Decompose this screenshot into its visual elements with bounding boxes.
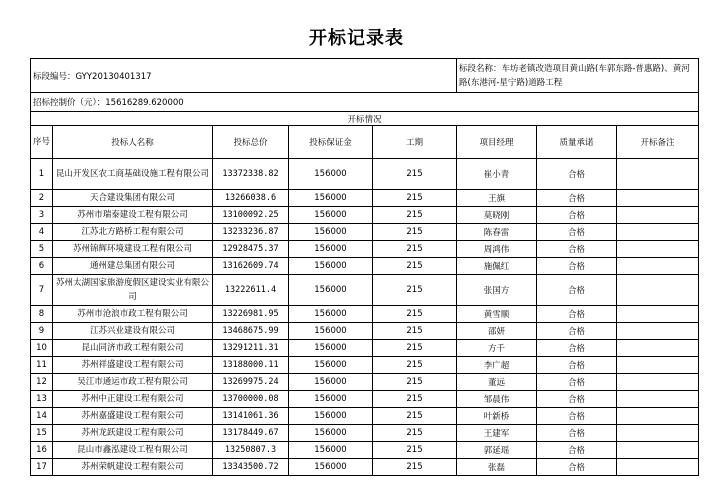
table-row: [31, 190, 699, 207]
table-row: [31, 374, 699, 391]
table-row: [31, 391, 699, 408]
cell-period: 215: [373, 258, 457, 275]
cell-quality: 合格: [537, 425, 617, 442]
bid-record-table: [30, 58, 699, 476]
cell-period: 215: [373, 275, 457, 306]
cell-deposit: 156000: [289, 425, 373, 442]
col-header-manager: 项目经理: [457, 126, 537, 159]
cell-period: 215: [373, 323, 457, 340]
cell-price: 13178449.67: [213, 425, 289, 442]
cell-quality: 合格: [537, 357, 617, 374]
cell-deposit: 156000: [289, 391, 373, 408]
cell-no: 10: [31, 340, 53, 357]
table-row: [31, 224, 699, 241]
cell-deposit: 156000: [289, 442, 373, 459]
cell-price: 13372338.82: [213, 159, 289, 190]
table-row: [31, 159, 699, 190]
cell-bidder: 苏州龙跃建设工程有限公司: [53, 425, 213, 442]
cell-bidder: 吴江市通运市政工程有限公司: [53, 374, 213, 391]
cell-bidder: 苏州嘉盛建设工程有限公司: [53, 408, 213, 425]
cell-no: 11: [31, 357, 53, 374]
col-header-bidder: 投标人名称: [53, 126, 213, 159]
cell-remark: [617, 207, 699, 224]
cell-remark: [617, 159, 699, 190]
section-name: 标段名称：车坊老镇改造项目黄山路(车郭东路-普惠路)、黄河路(东港河-星宁路)道路工程: [457, 59, 699, 93]
table-row: [31, 207, 699, 224]
cell-bidder: 天合建设集团有限公司: [53, 190, 213, 207]
col-header-deposit: 投标保证金: [289, 126, 373, 159]
cell-price: 12928475.37: [213, 241, 289, 258]
cell-quality: 合格: [537, 323, 617, 340]
cell-price: 13226981.95: [213, 306, 289, 323]
cell-period: 215: [373, 408, 457, 425]
cell-remark: [617, 224, 699, 241]
table-row: [31, 258, 699, 275]
cell-quality: 合格: [537, 159, 617, 190]
col-header-remark: 开标备注: [617, 126, 699, 159]
cell-period: 215: [373, 306, 457, 323]
cell-price: 13222611.4: [213, 275, 289, 306]
cell-bidder: 苏州祥盛建设工程有限公司: [53, 357, 213, 374]
cell-bidder: 通州建总集团有限公司: [53, 258, 213, 275]
cell-price: 13343500.72: [213, 459, 289, 476]
cell-bidder: 苏州荣帆建设工程有限公司: [53, 459, 213, 476]
cell-period: 215: [373, 224, 457, 241]
control-price: 招标控制价（元）：15616289.620000: [31, 93, 699, 112]
cell-period: 215: [373, 459, 457, 476]
cell-no: 9: [31, 323, 53, 340]
cell-manager: 崔小青: [457, 159, 537, 190]
cell-quality: 合格: [537, 408, 617, 425]
cell-remark: [617, 241, 699, 258]
cell-manager: 王建军: [457, 425, 537, 442]
opening-status-header: 开标情况: [31, 112, 699, 126]
cell-deposit: 156000: [289, 258, 373, 275]
cell-no: 15: [31, 425, 53, 442]
cell-remark: [617, 258, 699, 275]
cell-period: 215: [373, 190, 457, 207]
cell-quality: 合格: [537, 459, 617, 476]
cell-period: 215: [373, 391, 457, 408]
cell-deposit: 156000: [289, 323, 373, 340]
cell-no: 1: [31, 159, 53, 190]
cell-remark: [617, 357, 699, 374]
table-row: [31, 275, 699, 306]
cell-period: 215: [373, 340, 457, 357]
table-row: [31, 306, 699, 323]
cell-manager: 王旗: [457, 190, 537, 207]
col-header-no: 序号: [31, 126, 53, 159]
control-price-row: [31, 93, 699, 112]
cell-price: 13269975.24: [213, 374, 289, 391]
cell-bidder: 昆山开发区农工商基础设施工程有限公司: [53, 159, 213, 190]
cell-no: 3: [31, 207, 53, 224]
cell-bidder: 苏州中正建设工程有限公司: [53, 391, 213, 408]
cell-quality: 合格: [537, 391, 617, 408]
cell-no: 7: [31, 275, 53, 306]
cell-price: 13100092.25: [213, 207, 289, 224]
cell-manager: 董远: [457, 374, 537, 391]
cell-period: 215: [373, 374, 457, 391]
cell-remark: [617, 306, 699, 323]
cell-manager: 周鸿伟: [457, 241, 537, 258]
table-row: [31, 408, 699, 425]
cell-deposit: 156000: [289, 459, 373, 476]
cell-no: 14: [31, 408, 53, 425]
col-header-price: 投标总价: [213, 126, 289, 159]
cell-deposit: 156000: [289, 207, 373, 224]
column-header-row: [31, 126, 699, 159]
cell-bidder: 苏州市沧浪市政工程有限公司: [53, 306, 213, 323]
page-title: 开标记录表: [309, 28, 404, 49]
cell-quality: 合格: [537, 207, 617, 224]
cell-period: 215: [373, 207, 457, 224]
col-header-quality: 质量承诺: [537, 126, 617, 159]
cell-quality: 合格: [537, 190, 617, 207]
table-row: [31, 459, 699, 476]
cell-bidder: 苏州市瑞泰建设工程有限公司: [53, 207, 213, 224]
table-row: [31, 241, 699, 258]
cell-remark: [617, 442, 699, 459]
cell-price: 13468675.99: [213, 323, 289, 340]
cell-price: 13266038.6: [213, 190, 289, 207]
cell-manager: 张国方: [457, 275, 537, 306]
cell-manager: 方千: [457, 340, 537, 357]
section-no: 标段编号：GYY20130401317: [31, 59, 457, 93]
cell-price: 13233236.87: [213, 224, 289, 241]
cell-deposit: 156000: [289, 190, 373, 207]
table-row: [31, 323, 699, 340]
cell-deposit: 156000: [289, 159, 373, 190]
cell-manager: 郭延瑶: [457, 442, 537, 459]
cell-quality: 合格: [537, 306, 617, 323]
cell-deposit: 156000: [289, 408, 373, 425]
cell-bidder: 江苏北方路桥工程有限公司: [53, 224, 213, 241]
cell-no: 16: [31, 442, 53, 459]
cell-remark: [617, 323, 699, 340]
cell-quality: 合格: [537, 275, 617, 306]
cell-bidder: 昆山市鑫泓建设工程有限公司: [53, 442, 213, 459]
cell-manager: 李广超: [457, 357, 537, 374]
cell-remark: [617, 425, 699, 442]
cell-deposit: 156000: [289, 374, 373, 391]
cell-quality: 合格: [537, 340, 617, 357]
cell-manager: 张磊: [457, 459, 537, 476]
cell-no: 4: [31, 224, 53, 241]
cell-price: 13162609.74: [213, 258, 289, 275]
cell-no: 5: [31, 241, 53, 258]
cell-remark: [617, 374, 699, 391]
cell-quality: 合格: [537, 374, 617, 391]
cell-deposit: 156000: [289, 306, 373, 323]
cell-manager: 邵妍: [457, 323, 537, 340]
cell-deposit: 156000: [289, 357, 373, 374]
cell-price: 13188000.11: [213, 357, 289, 374]
cell-no: 2: [31, 190, 53, 207]
cell-remark: [617, 391, 699, 408]
cell-remark: [617, 275, 699, 306]
cell-price: 13250807.3: [213, 442, 289, 459]
cell-remark: [617, 340, 699, 357]
cell-quality: 合格: [537, 241, 617, 258]
cell-price: 13141061.36: [213, 408, 289, 425]
cell-manager: 黄雪顺: [457, 306, 537, 323]
cell-remark: [617, 408, 699, 425]
cell-deposit: 156000: [289, 224, 373, 241]
table-row: [31, 442, 699, 459]
cell-no: 8: [31, 306, 53, 323]
cell-period: 215: [373, 425, 457, 442]
cell-price: 13291211.31: [213, 340, 289, 357]
cell-period: 215: [373, 159, 457, 190]
col-header-period: 工期: [373, 126, 457, 159]
cell-manager: 施佩红: [457, 258, 537, 275]
table-row: [31, 425, 699, 442]
cell-quality: 合格: [537, 224, 617, 241]
cell-remark: [617, 459, 699, 476]
cell-deposit: 156000: [289, 340, 373, 357]
cell-quality: 合格: [537, 258, 617, 275]
table-row: [31, 340, 699, 357]
opening-status-row: [31, 112, 699, 126]
cell-deposit: 156000: [289, 275, 373, 306]
cell-price: 13700000.08: [213, 391, 289, 408]
cell-period: 215: [373, 442, 457, 459]
section-info-row: [31, 59, 699, 93]
table-row: [31, 357, 699, 374]
cell-no: 6: [31, 258, 53, 275]
cell-manager: 叶新桥: [457, 408, 537, 425]
cell-bidder: 昆山同济市政工程有限公司: [53, 340, 213, 357]
cell-period: 215: [373, 241, 457, 258]
cell-manager: 莫晓刚: [457, 207, 537, 224]
cell-no: 12: [31, 374, 53, 391]
cell-remark: [617, 190, 699, 207]
cell-bidder: 江苏兴业建设有限公司: [53, 323, 213, 340]
cell-period: 215: [373, 357, 457, 374]
cell-bidder: 苏州锦辉环境建设工程有限公司: [53, 241, 213, 258]
cell-manager: 陈春雷: [457, 224, 537, 241]
cell-no: 17: [31, 459, 53, 476]
cell-quality: 合格: [537, 442, 617, 459]
cell-no: 13: [31, 391, 53, 408]
cell-deposit: 156000: [289, 241, 373, 258]
cell-bidder: 苏州太湖国家旅游度假区建设实业有限公司: [53, 275, 213, 306]
cell-manager: 邹晨伟: [457, 391, 537, 408]
